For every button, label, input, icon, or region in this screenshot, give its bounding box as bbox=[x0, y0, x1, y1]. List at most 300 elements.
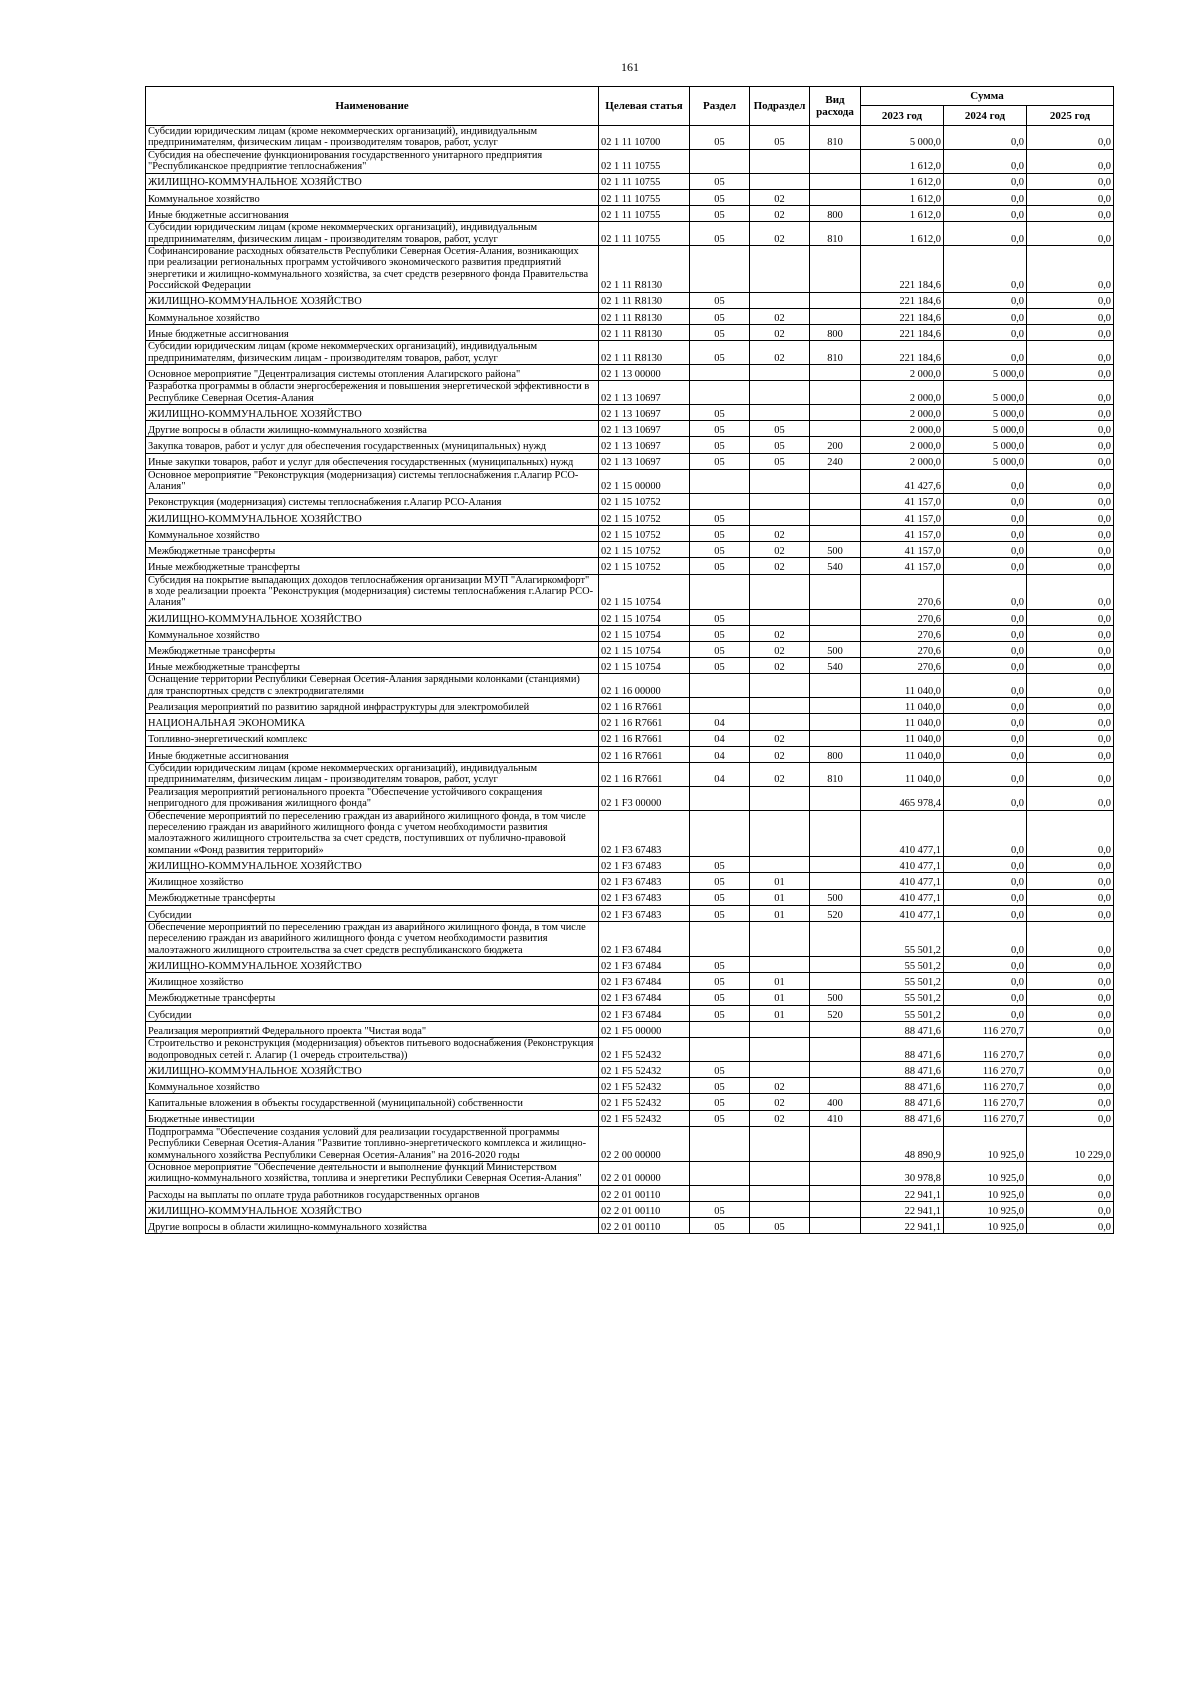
table-row bbox=[146, 292, 1114, 308]
cell-name: Иные закупки товаров, работ и услуг для обеспечения государственных (муниципальных) нужд bbox=[146, 453, 599, 469]
cell-sum-2025: 0,0 bbox=[1027, 642, 1114, 658]
cell-section: 04 bbox=[690, 730, 750, 746]
cell-subsection bbox=[750, 365, 810, 381]
cell-subsection: 01 bbox=[750, 989, 810, 1005]
cell-sum-2023: 410 477,1 bbox=[861, 905, 944, 921]
header-name: Наименование bbox=[146, 87, 599, 126]
cell-sum-2023: 410 477,1 bbox=[861, 810, 944, 857]
cell-sum-2025: 0,0 bbox=[1027, 1161, 1114, 1185]
cell-section: 05 bbox=[690, 957, 750, 973]
cell-name: Коммунальное хозяйство bbox=[146, 625, 599, 641]
cell-sum-2025: 0,0 bbox=[1027, 746, 1114, 762]
cell-sum-2025: 0,0 bbox=[1027, 786, 1114, 810]
cell-expense-type bbox=[810, 574, 861, 609]
cell-sum-2023: 2 000,0 bbox=[861, 421, 944, 437]
cell-expense-type bbox=[810, 246, 861, 293]
cell-target-article: 02 1 13 10697 bbox=[599, 437, 690, 453]
cell-sum-2024: 0,0 bbox=[944, 922, 1027, 957]
cell-name: Основное мероприятие "Децентрализация системы отопления Алагирского района" bbox=[146, 365, 599, 381]
cell-target-article: 02 2 00 00000 bbox=[599, 1126, 690, 1161]
cell-subsection bbox=[750, 509, 810, 525]
cell-sum-2024: 0,0 bbox=[944, 625, 1027, 641]
cell-name: Подпрограмма "Обеспечение создания условий для реализации государственной программы Республики Северная Осетия-Алания "Развитие топливно-энергетического комплекса и жилищно-коммунального хозяйства Республики Северная Осетия-Алания" на 2016-2020 годы bbox=[146, 1126, 599, 1161]
table-row bbox=[146, 1201, 1114, 1217]
cell-sum-2024: 0,0 bbox=[944, 957, 1027, 973]
cell-sum-2023: 55 501,2 bbox=[861, 989, 944, 1005]
cell-sum-2025: 0,0 bbox=[1027, 1022, 1114, 1038]
cell-name: ЖИЛИЩНО-КОММУНАЛЬНОЕ ХОЗЯЙСТВО bbox=[146, 173, 599, 189]
table-row bbox=[146, 1218, 1114, 1234]
table-row bbox=[146, 1161, 1114, 1185]
cell-target-article: 02 1 15 10752 bbox=[599, 493, 690, 509]
cell-target-article: 02 1 11 R8130 bbox=[599, 246, 690, 293]
cell-subsection: 02 bbox=[750, 308, 810, 324]
cell-expense-type bbox=[810, 674, 861, 698]
table-row bbox=[146, 149, 1114, 173]
cell-target-article: 02 1 11 10755 bbox=[599, 149, 690, 173]
cell-subsection: 05 bbox=[750, 126, 810, 150]
cell-name: ЖИЛИЩНО-КОММУНАЛЬНОЕ ХОЗЯЙСТВО bbox=[146, 609, 599, 625]
cell-subsection bbox=[750, 786, 810, 810]
table-row bbox=[146, 493, 1114, 509]
cell-name: Коммунальное хозяйство bbox=[146, 1078, 599, 1094]
cell-target-article: 02 1 15 10754 bbox=[599, 609, 690, 625]
table-row bbox=[146, 308, 1114, 324]
cell-subsection: 05 bbox=[750, 1218, 810, 1234]
table-row bbox=[146, 574, 1114, 609]
table-row bbox=[146, 469, 1114, 493]
cell-sum-2023: 55 501,2 bbox=[861, 1005, 944, 1021]
cell-expense-type bbox=[810, 1022, 861, 1038]
cell-expense-type: 520 bbox=[810, 905, 861, 921]
cell-sum-2023: 30 978,8 bbox=[861, 1161, 944, 1185]
cell-target-article: 02 2 01 00110 bbox=[599, 1185, 690, 1201]
cell-sum-2025: 0,0 bbox=[1027, 889, 1114, 905]
table-row bbox=[146, 609, 1114, 625]
cell-section bbox=[690, 1161, 750, 1185]
table-row bbox=[146, 873, 1114, 889]
cell-expense-type bbox=[810, 609, 861, 625]
cell-target-article: 02 1 15 10752 bbox=[599, 525, 690, 541]
cell-expense-type bbox=[810, 149, 861, 173]
cell-sum-2025: 0,0 bbox=[1027, 558, 1114, 574]
cell-section: 05 bbox=[690, 453, 750, 469]
cell-sum-2024: 0,0 bbox=[944, 786, 1027, 810]
cell-subsection: 02 bbox=[750, 730, 810, 746]
cell-target-article: 02 1 F3 67483 bbox=[599, 889, 690, 905]
cell-sum-2024: 5 000,0 bbox=[944, 381, 1027, 405]
cell-section: 05 bbox=[690, 873, 750, 889]
cell-name: Основное мероприятие "Обеспечение деятельности и выполнение функций Министерством жилищно-коммунального хозяйства, топлива и энергетики Республики Северная Осетия-Алания" bbox=[146, 1161, 599, 1185]
cell-subsection: 02 bbox=[750, 325, 810, 341]
cell-subsection bbox=[750, 381, 810, 405]
cell-name: Коммунальное хозяйство bbox=[146, 525, 599, 541]
cell-expense-type bbox=[810, 509, 861, 525]
header-target-article: Целевая статья bbox=[599, 87, 690, 126]
cell-sum-2023: 1 612,0 bbox=[861, 149, 944, 173]
cell-sum-2024: 0,0 bbox=[944, 857, 1027, 873]
cell-section: 05 bbox=[690, 421, 750, 437]
cell-sum-2024: 0,0 bbox=[944, 558, 1027, 574]
cell-target-article: 02 1 F3 67484 bbox=[599, 922, 690, 957]
cell-sum-2025: 0,0 bbox=[1027, 1110, 1114, 1126]
cell-expense-type: 410 bbox=[810, 1110, 861, 1126]
cell-sum-2025: 0,0 bbox=[1027, 763, 1114, 787]
table-row bbox=[146, 173, 1114, 189]
cell-subsection: 05 bbox=[750, 421, 810, 437]
cell-sum-2023: 410 477,1 bbox=[861, 873, 944, 889]
cell-sum-2024: 0,0 bbox=[944, 730, 1027, 746]
cell-sum-2023: 88 471,6 bbox=[861, 1078, 944, 1094]
cell-target-article: 02 2 01 00110 bbox=[599, 1201, 690, 1217]
cell-sum-2023: 1 612,0 bbox=[861, 206, 944, 222]
cell-sum-2024: 0,0 bbox=[944, 525, 1027, 541]
cell-name: ЖИЛИЩНО-КОММУНАЛЬНОЕ ХОЗЯЙСТВО bbox=[146, 1062, 599, 1078]
cell-name: Реализация мероприятий по развитию зарядной инфраструктуры для электромобилей bbox=[146, 698, 599, 714]
cell-section: 05 bbox=[690, 1218, 750, 1234]
table-row bbox=[146, 1038, 1114, 1062]
cell-sum-2025: 0,0 bbox=[1027, 308, 1114, 324]
cell-sum-2024: 0,0 bbox=[944, 308, 1027, 324]
cell-sum-2025: 0,0 bbox=[1027, 810, 1114, 857]
cell-target-article: 02 1 13 10697 bbox=[599, 405, 690, 421]
cell-sum-2025: 0,0 bbox=[1027, 421, 1114, 437]
cell-sum-2025: 0,0 bbox=[1027, 973, 1114, 989]
cell-sum-2024: 0,0 bbox=[944, 509, 1027, 525]
cell-sum-2024: 116 270,7 bbox=[944, 1038, 1027, 1062]
cell-section: 05 bbox=[690, 525, 750, 541]
cell-sum-2025: 0,0 bbox=[1027, 189, 1114, 205]
cell-sum-2024: 0,0 bbox=[944, 658, 1027, 674]
cell-section: 04 bbox=[690, 714, 750, 730]
cell-expense-type bbox=[810, 1126, 861, 1161]
cell-target-article: 02 2 01 00110 bbox=[599, 1218, 690, 1234]
cell-sum-2025: 0,0 bbox=[1027, 873, 1114, 889]
cell-subsection: 01 bbox=[750, 873, 810, 889]
cell-subsection: 02 bbox=[750, 1094, 810, 1110]
cell-name: Софинансирование расходных обязательств Республики Северная Осетия-Алания, возникающих при реализации региональных программ устойчивого экономического развития предприятий энергетики и жилищно-коммунального хозяйства, за счет средств резервного фонда Правительства Российской Федерации bbox=[146, 246, 599, 293]
table-row bbox=[146, 810, 1114, 857]
cell-sum-2024: 10 925,0 bbox=[944, 1185, 1027, 1201]
cell-sum-2023: 88 471,6 bbox=[861, 1110, 944, 1126]
table-row bbox=[146, 786, 1114, 810]
cell-name: Другие вопросы в области жилищно-коммунального хозяйства bbox=[146, 1218, 599, 1234]
cell-sum-2024: 0,0 bbox=[944, 609, 1027, 625]
page-number: 161 bbox=[621, 60, 639, 74]
cell-subsection: 01 bbox=[750, 889, 810, 905]
cell-sum-2023: 11 040,0 bbox=[861, 746, 944, 762]
cell-target-article: 02 1 F5 00000 bbox=[599, 1022, 690, 1038]
cell-sum-2025: 0,0 bbox=[1027, 206, 1114, 222]
cell-sum-2023: 41 157,0 bbox=[861, 525, 944, 541]
cell-target-article: 02 1 F3 67483 bbox=[599, 810, 690, 857]
cell-sum-2023: 11 040,0 bbox=[861, 698, 944, 714]
cell-section: 05 bbox=[690, 905, 750, 921]
cell-subsection bbox=[750, 493, 810, 509]
cell-sum-2024: 116 270,7 bbox=[944, 1078, 1027, 1094]
cell-sum-2024: 5 000,0 bbox=[944, 421, 1027, 437]
table-row bbox=[146, 421, 1114, 437]
cell-subsection: 02 bbox=[750, 222, 810, 246]
cell-sum-2023: 88 471,6 bbox=[861, 1022, 944, 1038]
cell-expense-type bbox=[810, 973, 861, 989]
cell-sum-2023: 88 471,6 bbox=[861, 1062, 944, 1078]
cell-subsection bbox=[750, 1062, 810, 1078]
cell-sum-2023: 55 501,2 bbox=[861, 973, 944, 989]
cell-target-article: 02 1 13 10697 bbox=[599, 453, 690, 469]
cell-target-article: 02 1 16 R7661 bbox=[599, 763, 690, 787]
cell-target-article: 02 1 11 10755 bbox=[599, 206, 690, 222]
cell-name: ЖИЛИЩНО-КОММУНАЛЬНОЕ ХОЗЯЙСТВО bbox=[146, 292, 599, 308]
cell-expense-type bbox=[810, 365, 861, 381]
cell-name: Межбюджетные трансферты bbox=[146, 642, 599, 658]
cell-expense-type: 500 bbox=[810, 642, 861, 658]
cell-name: Строительство и реконструкция (модернизация) объектов питьевого водоснабжения (Реконструкция водопроводных сетей г. Алагир (1 очередь строительства)) bbox=[146, 1038, 599, 1062]
cell-sum-2025: 0,0 bbox=[1027, 1201, 1114, 1217]
cell-section: 05 bbox=[690, 1078, 750, 1094]
cell-section bbox=[690, 1022, 750, 1038]
cell-sum-2024: 0,0 bbox=[944, 989, 1027, 1005]
cell-section: 05 bbox=[690, 973, 750, 989]
cell-expense-type bbox=[810, 857, 861, 873]
cell-subsection: 01 bbox=[750, 905, 810, 921]
cell-sum-2025: 0,0 bbox=[1027, 674, 1114, 698]
cell-subsection bbox=[750, 714, 810, 730]
cell-target-article: 02 1 15 10754 bbox=[599, 625, 690, 641]
cell-expense-type bbox=[810, 421, 861, 437]
cell-section: 05 bbox=[690, 542, 750, 558]
cell-sum-2024: 5 000,0 bbox=[944, 437, 1027, 453]
cell-name: Бюджетные инвестиции bbox=[146, 1110, 599, 1126]
cell-target-article: 02 1 11 R8130 bbox=[599, 308, 690, 324]
table-row bbox=[146, 674, 1114, 698]
cell-sum-2024: 0,0 bbox=[944, 746, 1027, 762]
cell-sum-2023: 48 890,9 bbox=[861, 1126, 944, 1161]
cell-name: НАЦИОНАЛЬНАЯ ЭКОНОМИКА bbox=[146, 714, 599, 730]
cell-subsection: 02 bbox=[750, 746, 810, 762]
cell-sum-2023: 88 471,6 bbox=[861, 1094, 944, 1110]
cell-subsection bbox=[750, 1126, 810, 1161]
cell-subsection: 05 bbox=[750, 453, 810, 469]
cell-sum-2023: 2 000,0 bbox=[861, 381, 944, 405]
cell-target-article: 02 1 F3 67484 bbox=[599, 973, 690, 989]
cell-expense-type: 800 bbox=[810, 746, 861, 762]
cell-expense-type bbox=[810, 469, 861, 493]
cell-name: Межбюджетные трансферты bbox=[146, 542, 599, 558]
cell-sum-2025: 10 229,0 bbox=[1027, 1126, 1114, 1161]
cell-section bbox=[690, 493, 750, 509]
cell-target-article: 02 1 11 10755 bbox=[599, 189, 690, 205]
table-row bbox=[146, 642, 1114, 658]
cell-section: 05 bbox=[690, 658, 750, 674]
cell-expense-type bbox=[810, 698, 861, 714]
cell-name: Субсидии юридическим лицам (кроме некоммерческих организаций), индивидуальным предпринимателям, физическим лицам - производителям товаров, работ, услуг bbox=[146, 763, 599, 787]
cell-sum-2025: 0,0 bbox=[1027, 574, 1114, 609]
table-row bbox=[146, 1094, 1114, 1110]
cell-sum-2025: 0,0 bbox=[1027, 542, 1114, 558]
cell-expense-type bbox=[810, 292, 861, 308]
cell-sum-2025: 0,0 bbox=[1027, 857, 1114, 873]
cell-sum-2024: 116 270,7 bbox=[944, 1094, 1027, 1110]
cell-sum-2025: 0,0 bbox=[1027, 1062, 1114, 1078]
cell-name: Субсидии юридическим лицам (кроме некоммерческих организаций), индивидуальным предпринимателям, физическим лицам - производителям товаров, работ, услуг bbox=[146, 126, 599, 150]
cell-sum-2025: 0,0 bbox=[1027, 246, 1114, 293]
cell-section: 05 bbox=[690, 509, 750, 525]
cell-expense-type bbox=[810, 173, 861, 189]
cell-sum-2025: 0,0 bbox=[1027, 405, 1114, 421]
cell-sum-2023: 1 612,0 bbox=[861, 189, 944, 205]
cell-name: Жилищное хозяйство bbox=[146, 873, 599, 889]
cell-sum-2024: 0,0 bbox=[944, 810, 1027, 857]
table-row bbox=[146, 698, 1114, 714]
cell-target-article: 02 1 F3 00000 bbox=[599, 786, 690, 810]
cell-expense-type: 800 bbox=[810, 325, 861, 341]
cell-sum-2024: 0,0 bbox=[944, 325, 1027, 341]
table-row bbox=[146, 509, 1114, 525]
cell-expense-type: 810 bbox=[810, 341, 861, 365]
cell-sum-2025: 0,0 bbox=[1027, 658, 1114, 674]
cell-sum-2024: 0,0 bbox=[944, 189, 1027, 205]
cell-name: Иные бюджетные ассигнования bbox=[146, 746, 599, 762]
cell-sum-2024: 0,0 bbox=[944, 493, 1027, 509]
cell-expense-type: 810 bbox=[810, 126, 861, 150]
cell-section: 05 bbox=[690, 642, 750, 658]
table-row bbox=[146, 558, 1114, 574]
cell-target-article: 02 1 16 R7661 bbox=[599, 730, 690, 746]
cell-name: Коммунальное хозяйство bbox=[146, 308, 599, 324]
cell-target-article: 02 1 11 R8130 bbox=[599, 341, 690, 365]
cell-section: 05 bbox=[690, 1094, 750, 1110]
cell-section: 05 bbox=[690, 308, 750, 324]
header-expense-type: Вид расхода bbox=[810, 87, 861, 126]
cell-sum-2024: 0,0 bbox=[944, 542, 1027, 558]
cell-sum-2024: 0,0 bbox=[944, 206, 1027, 222]
cell-sum-2025: 0,0 bbox=[1027, 1078, 1114, 1094]
cell-sum-2023: 410 477,1 bbox=[861, 889, 944, 905]
cell-name: Закупка товаров, работ и услуг для обеспечения государственных (муниципальных) нужд bbox=[146, 437, 599, 453]
cell-subsection: 02 bbox=[750, 341, 810, 365]
cell-target-article: 02 1 13 10697 bbox=[599, 381, 690, 405]
cell-sum-2023: 221 184,6 bbox=[861, 325, 944, 341]
cell-subsection: 02 bbox=[750, 189, 810, 205]
cell-name: ЖИЛИЩНО-КОММУНАЛЬНОЕ ХОЗЯЙСТВО bbox=[146, 405, 599, 421]
cell-sum-2024: 116 270,7 bbox=[944, 1110, 1027, 1126]
cell-name: Межбюджетные трансферты bbox=[146, 989, 599, 1005]
cell-section bbox=[690, 1185, 750, 1201]
budget-table bbox=[145, 86, 1114, 1234]
cell-section bbox=[690, 381, 750, 405]
header-section: Раздел bbox=[690, 87, 750, 126]
cell-sum-2024: 10 925,0 bbox=[944, 1218, 1027, 1234]
cell-sum-2024: 0,0 bbox=[944, 149, 1027, 173]
table-row bbox=[146, 658, 1114, 674]
cell-expense-type: 500 bbox=[810, 542, 861, 558]
cell-expense-type bbox=[810, 405, 861, 421]
cell-sum-2025: 0,0 bbox=[1027, 525, 1114, 541]
cell-sum-2024: 0,0 bbox=[944, 714, 1027, 730]
cell-sum-2023: 270,6 bbox=[861, 625, 944, 641]
cell-name: Обеспечение мероприятий по переселению граждан из аварийного жилищного фонда, в том числе переселению граждан из аварийного жилищного фонда с учетом необходимости развития малоэтажного жилищного строительства за счет средств, поступивших от публично-правовой компании «Фонд развития территорий» bbox=[146, 810, 599, 857]
header-year-2024: 2024 год bbox=[944, 106, 1027, 126]
cell-section bbox=[690, 469, 750, 493]
cell-section bbox=[690, 574, 750, 609]
table-row bbox=[146, 437, 1114, 453]
cell-expense-type: 540 bbox=[810, 658, 861, 674]
cell-name: Межбюджетные трансферты bbox=[146, 889, 599, 905]
cell-target-article: 02 1 F3 67483 bbox=[599, 857, 690, 873]
cell-subsection bbox=[750, 173, 810, 189]
cell-sum-2024: 0,0 bbox=[944, 469, 1027, 493]
cell-section: 05 bbox=[690, 1201, 750, 1217]
cell-section: 05 bbox=[690, 206, 750, 222]
table-row bbox=[146, 905, 1114, 921]
cell-section: 05 bbox=[690, 173, 750, 189]
cell-subsection bbox=[750, 922, 810, 957]
cell-target-article: 02 1 F5 52432 bbox=[599, 1038, 690, 1062]
cell-target-article: 02 1 F3 67483 bbox=[599, 905, 690, 921]
cell-sum-2024: 10 925,0 bbox=[944, 1126, 1027, 1161]
cell-name: Оснащение территории Республики Северная Осетия-Алания зарядными колонками (станциями) для транспортных средств с электродвигателями bbox=[146, 674, 599, 698]
cell-sum-2024: 0,0 bbox=[944, 905, 1027, 921]
cell-target-article: 02 1 13 00000 bbox=[599, 365, 690, 381]
cell-sum-2023: 270,6 bbox=[861, 574, 944, 609]
cell-sum-2025: 0,0 bbox=[1027, 509, 1114, 525]
cell-expense-type bbox=[810, 786, 861, 810]
table-row bbox=[146, 763, 1114, 787]
cell-sum-2025: 0,0 bbox=[1027, 957, 1114, 973]
cell-sum-2025: 0,0 bbox=[1027, 922, 1114, 957]
table-row bbox=[146, 857, 1114, 873]
cell-subsection bbox=[750, 857, 810, 873]
cell-section bbox=[690, 922, 750, 957]
cell-sum-2025: 0,0 bbox=[1027, 381, 1114, 405]
cell-target-article: 02 1 11 R8130 bbox=[599, 325, 690, 341]
table-row bbox=[146, 206, 1114, 222]
cell-name: Субсидии юридическим лицам (кроме некоммерческих организаций), индивидуальным предпринимателям, физическим лицам - производителям товаров, работ, услуг bbox=[146, 341, 599, 365]
cell-sum-2024: 116 270,7 bbox=[944, 1062, 1027, 1078]
table-row bbox=[146, 889, 1114, 905]
cell-sum-2024: 0,0 bbox=[944, 873, 1027, 889]
cell-expense-type: 800 bbox=[810, 206, 861, 222]
cell-sum-2025: 0,0 bbox=[1027, 493, 1114, 509]
cell-expense-type bbox=[810, 922, 861, 957]
cell-sum-2024: 0,0 bbox=[944, 222, 1027, 246]
cell-sum-2025: 0,0 bbox=[1027, 1185, 1114, 1201]
cell-target-article: 02 1 16 R7661 bbox=[599, 746, 690, 762]
cell-section: 05 bbox=[690, 558, 750, 574]
cell-target-article: 02 1 F3 67484 bbox=[599, 989, 690, 1005]
cell-sum-2024: 0,0 bbox=[944, 246, 1027, 293]
cell-subsection: 02 bbox=[750, 642, 810, 658]
cell-sum-2025: 0,0 bbox=[1027, 325, 1114, 341]
cell-sum-2023: 410 477,1 bbox=[861, 857, 944, 873]
header-year-2025: 2025 год bbox=[1027, 106, 1114, 126]
cell-target-article: 02 1 F5 52432 bbox=[599, 1078, 690, 1094]
cell-name: ЖИЛИЩНО-КОММУНАЛЬНОЕ ХОЗЯЙСТВО bbox=[146, 957, 599, 973]
cell-section: 05 bbox=[690, 292, 750, 308]
cell-expense-type bbox=[810, 1062, 861, 1078]
cell-sum-2023: 41 157,0 bbox=[861, 509, 944, 525]
cell-sum-2025: 0,0 bbox=[1027, 730, 1114, 746]
cell-name: Основное мероприятие "Реконструкция (модернизация) системы теплоснабжения г.Алагир РСО-Алания" bbox=[146, 469, 599, 493]
cell-target-article: 02 1 15 10752 bbox=[599, 542, 690, 558]
cell-expense-type bbox=[810, 493, 861, 509]
cell-name: Субсидия на покрытие выпадающих доходов теплоснабжения организации МУП "Алагиркомфорт" в ходе реализации проекта "Реконструкция (модернизация) системы теплоснабжения г.Алагир РСО-Алания" bbox=[146, 574, 599, 609]
table-row bbox=[146, 1005, 1114, 1021]
cell-name: Субсидия на обеспечение функционирования государственного унитарного предприятия "Республиканское предприятие теплоснабжения" bbox=[146, 149, 599, 173]
cell-sum-2023: 22 941,1 bbox=[861, 1218, 944, 1234]
cell-expense-type bbox=[810, 381, 861, 405]
